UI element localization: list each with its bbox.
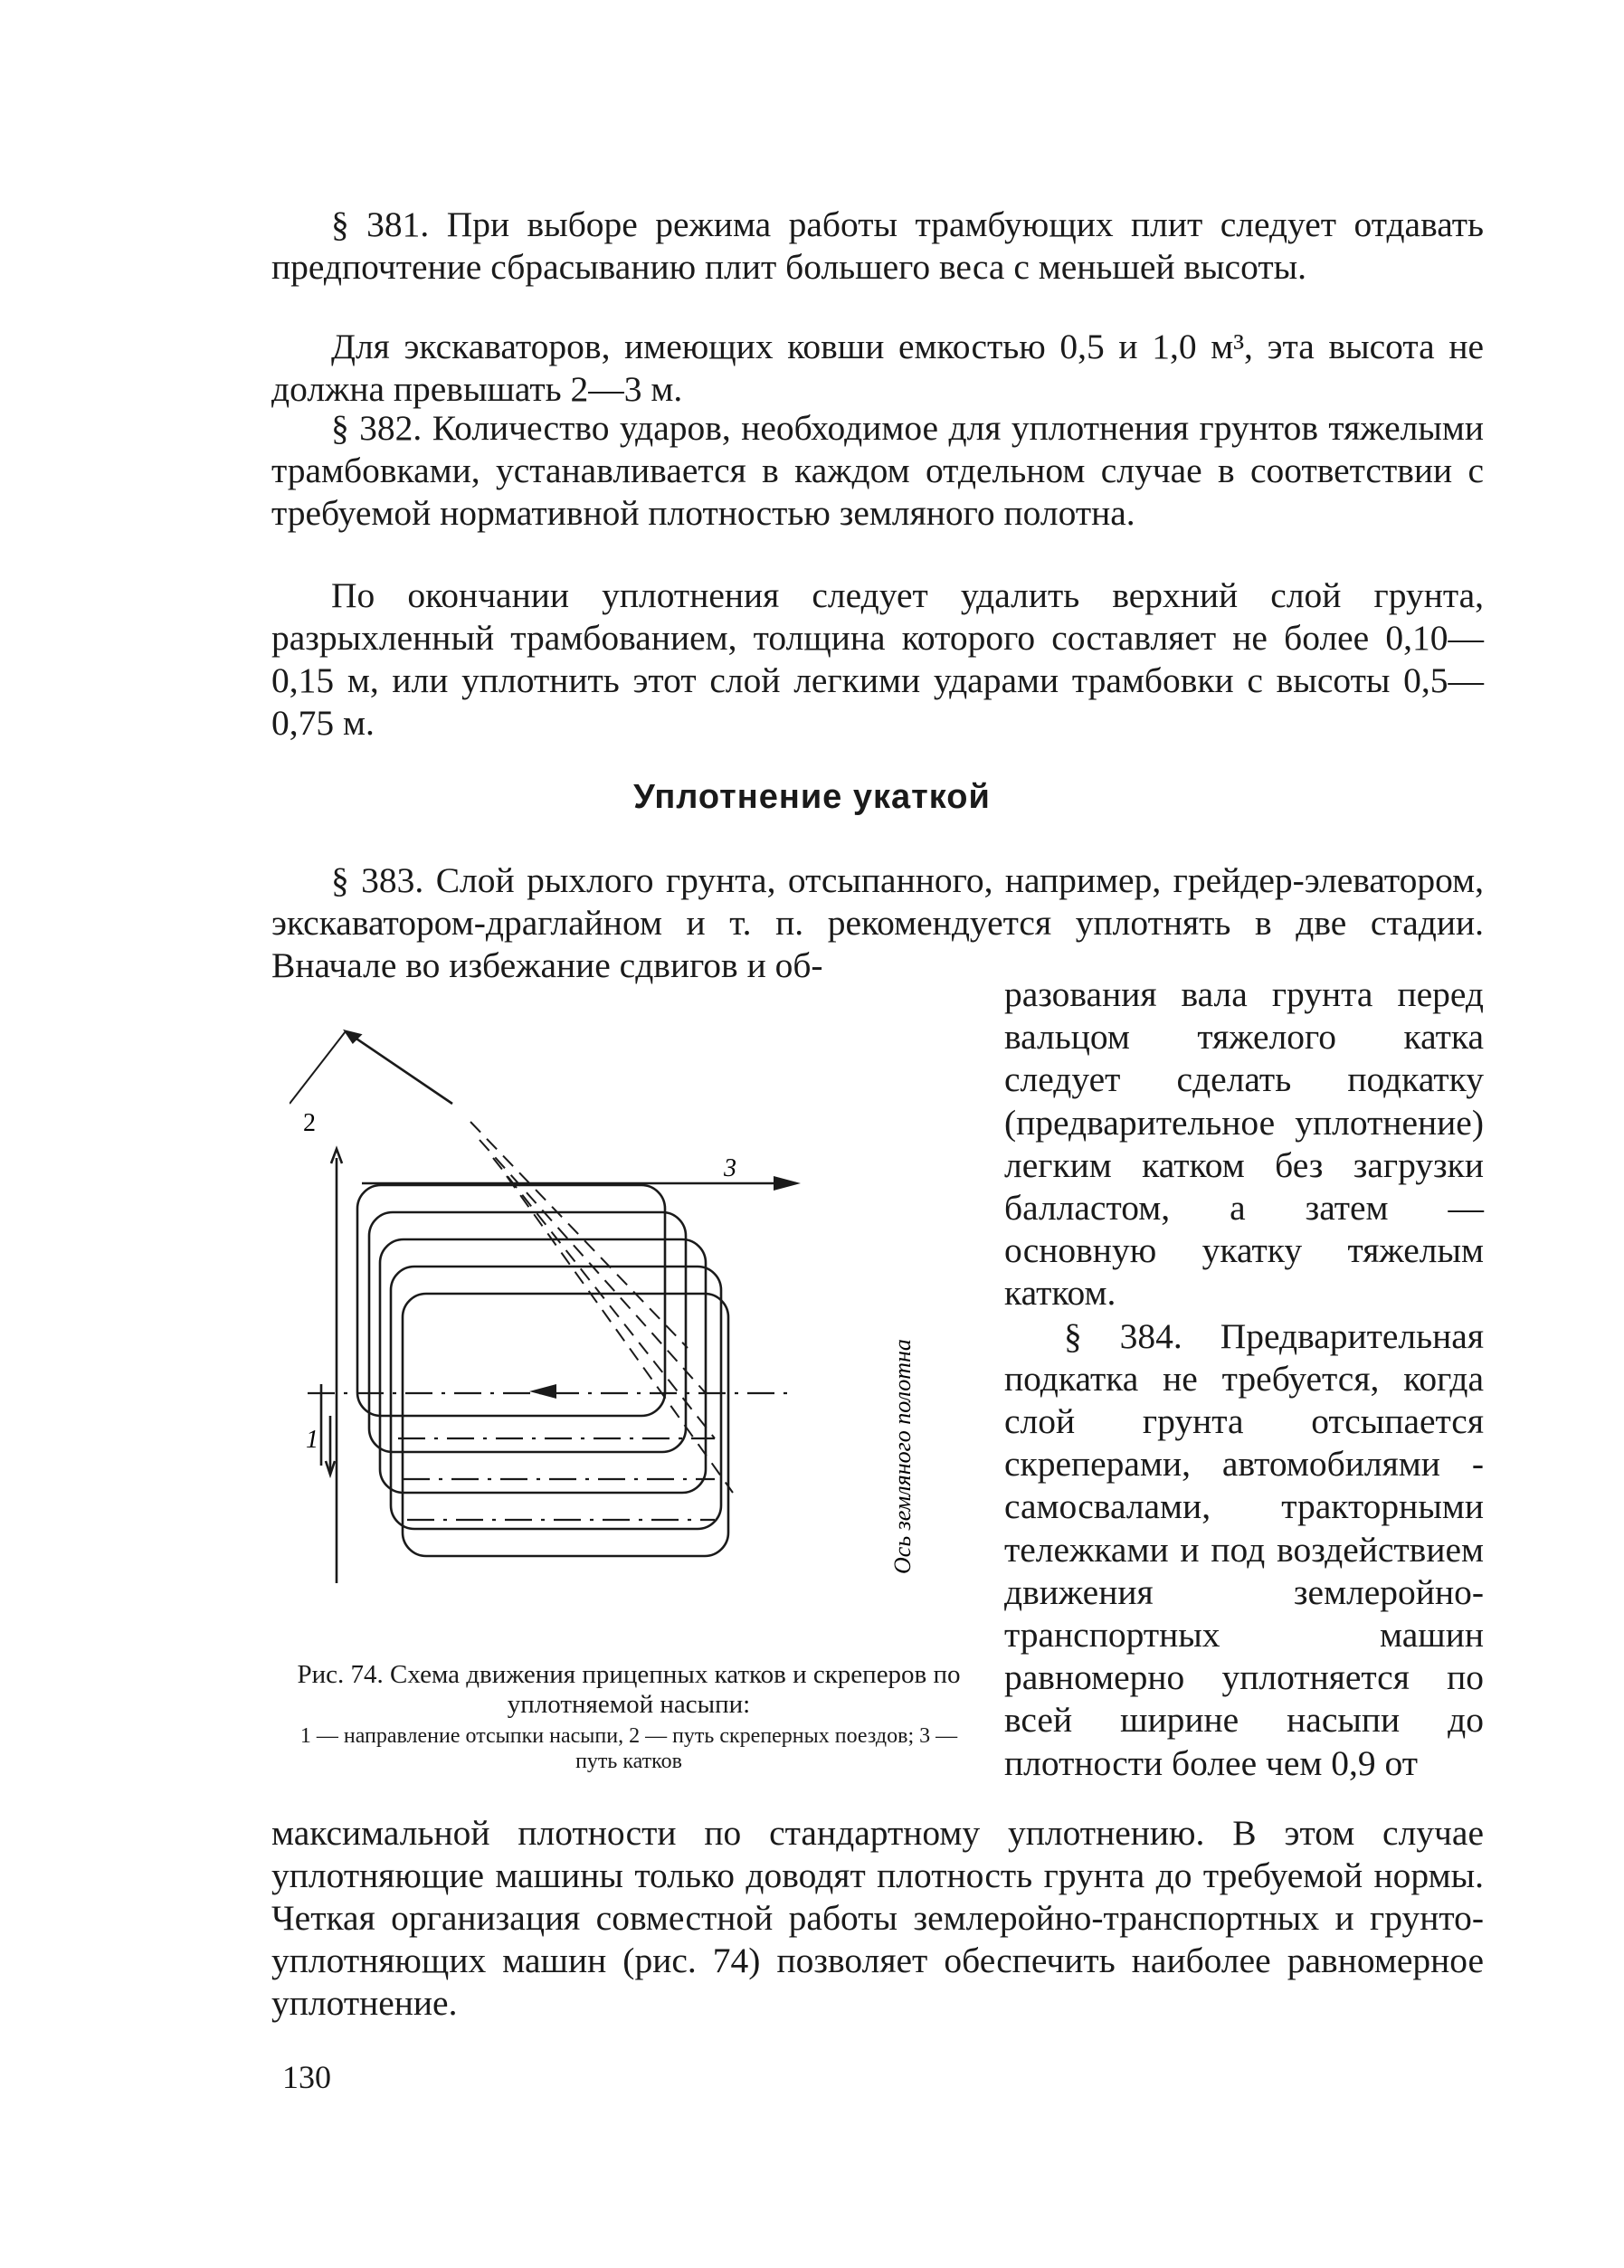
section-heading: Уплотнение укаткой bbox=[633, 778, 991, 816]
axis-arrowhead bbox=[529, 1384, 556, 1399]
page-number: 130 bbox=[282, 2059, 331, 2095]
paragraph-382: § 382. Количество ударов, необходимое для уплотнения грунтов тяжелыми трамбовками, устанавливается в каждом отдельном случае в соответствии с требуемой нормативной плотностью земляного полотна. bbox=[271, 408, 1484, 533]
paragraph-382-layer-removal: По окончании уплотнения следует удалить верхний слой грунта, разрыхленный трамбованием, толщина которого составляет не более 0,10—0,15 м, или уплотнить этот слой легкими ударами трамбовки с высоты 0,5—0,75 м. bbox=[271, 575, 1484, 743]
paragraph-384: § 384. Предварительная подкатка не требуется, когда слой грунта отсыпается скреперами, автомобилями - самосвалами, тракторными тележками и под воздействием движения землеройно-транспортных машин равномерно уплотняется по всей ширине насыпи до плотности более чем 0,9 от bbox=[1004, 1315, 1484, 1783]
paragraph-383: § 383. Слой рыхлого грунта, отсыпанного, например, грейдер-элеватором, экскаватором-драглайном и т. п. рекомендуется уплотнять в две стадии. Вначале во избежание сдвигов и об- bbox=[271, 860, 1484, 985]
label-3: 3 bbox=[724, 1154, 736, 1182]
figure-74 bbox=[290, 1004, 995, 1637]
roller-path-arrowhead bbox=[774, 1176, 801, 1191]
paragraph-383-continued: разования вала грунта перед вальцом тяжелого катка следует сделать подкатку (предварительное уплотнение) легким катком без загрузки балластом, а затем — основную укатку тяжелым катком. bbox=[1004, 974, 1484, 1314]
label-1: 1 bbox=[306, 1426, 318, 1454]
paragraph-381: § 381. При выборе режима работы трамбующих плит следует отдавать предпочтение сбрасыванию плит большего веса с меньшей высоты. bbox=[271, 204, 1484, 287]
label-2: 2 bbox=[303, 1109, 316, 1137]
roller-path-diagram bbox=[290, 1004, 995, 1637]
paragraph-384-tail: максимальной плотности по стандартному уплотнению. В этом случае уплотняющие машины только доводят плотность грунта до требуемой нормы. Четкая организация совместной работы землеройно-транспортных и грунто-уплотняющих машин (рис. 74) позволяет обеспечить наиболее равномерное уплотнение. bbox=[271, 1813, 1484, 2023]
dashed-diagonal-4 bbox=[507, 1176, 733, 1493]
right-text-column bbox=[1004, 973, 1484, 1785]
dashed-diagonal-3 bbox=[493, 1158, 715, 1438]
figure-legend: 1 — направление отсыпки насыпи, 2 — путь скреперных поездов; 3 — путь катков bbox=[299, 1724, 958, 1773]
axis-label: Ось земляного полотна bbox=[889, 1339, 916, 1574]
dashed-diagonal-1 bbox=[470, 1122, 688, 1348]
scraper-approach-line bbox=[346, 1031, 452, 1104]
paragraph-381-excavators: Для экскаваторов, имеющих ковши емкостью 0,5 и 1,0 м³, эта высота не должна превышать 2—3 м. bbox=[271, 327, 1484, 409]
path-loop-5 bbox=[403, 1294, 728, 1556]
figure-caption: Рис. 74. Схема движения прицепных катков и скреперов по уплотняемой насыпи: bbox=[297, 1660, 961, 1719]
